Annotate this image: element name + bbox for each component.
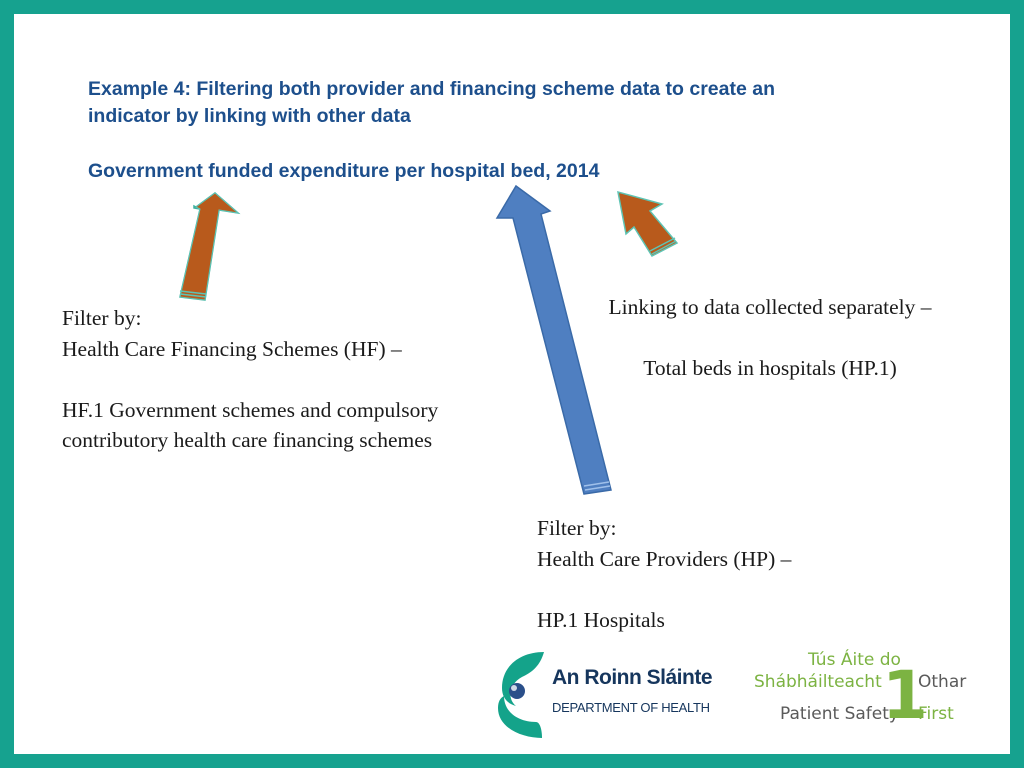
hp-provider-title: Health Care Providers (HP) – xyxy=(537,546,792,571)
hp-filter-block xyxy=(537,513,957,635)
patient-safety-irish-line-1: Tús Áite do xyxy=(808,650,901,670)
slide-subtitle: Government funded expenditure per hospital bed, 2014 xyxy=(88,160,600,182)
arrow-up-orange-right-icon xyxy=(618,192,677,256)
patient-safety-english-line-2: First xyxy=(918,704,954,724)
slide-title-line-1: Example 4: Filtering both provider and financing scheme data to create an xyxy=(88,78,775,100)
hf-scheme-title: Health Care Financing Schemes (HF) – xyxy=(62,336,402,361)
arrow-up-orange-left-icon xyxy=(180,193,238,300)
patient-safety-irish-line-2: Shábháilteacht xyxy=(754,672,882,692)
linking-spacer xyxy=(560,323,980,354)
slide-title-line-2: indicator by linking with other data xyxy=(88,105,411,127)
hf-scheme-detail-1: HF.1 Government schemes and compulsory xyxy=(62,397,439,422)
linking-block xyxy=(560,292,980,384)
hp-provider-detail: HP.1 Hospitals xyxy=(537,607,665,632)
department-of-health-irish-name: An Roinn Sláinte xyxy=(552,666,712,689)
hf-filter-block xyxy=(62,303,542,456)
linking-detail: Total beds in hospitals (HP.1) xyxy=(643,356,897,380)
department-of-health-swirl-icon xyxy=(492,646,552,742)
linking-title: Linking to data collected separately – xyxy=(608,295,932,319)
hp-filter-label: Filter by: xyxy=(537,516,617,540)
hp-spacer xyxy=(537,574,957,605)
hf-filter-label: Filter by: xyxy=(62,306,142,330)
hf-scheme-detail-2: contributory health care financing schemes xyxy=(62,428,433,452)
patient-safety-english-line-1: Patient Safety xyxy=(780,704,899,724)
hf-spacer xyxy=(62,364,542,395)
patient-safety-irish-line-3: Othar xyxy=(918,672,967,692)
patient-safety-numeral-one-icon: 1 xyxy=(882,657,928,734)
footer-logos xyxy=(490,642,980,742)
department-of-health-english-name: DEPARTMENT OF HEALTH xyxy=(552,700,710,715)
